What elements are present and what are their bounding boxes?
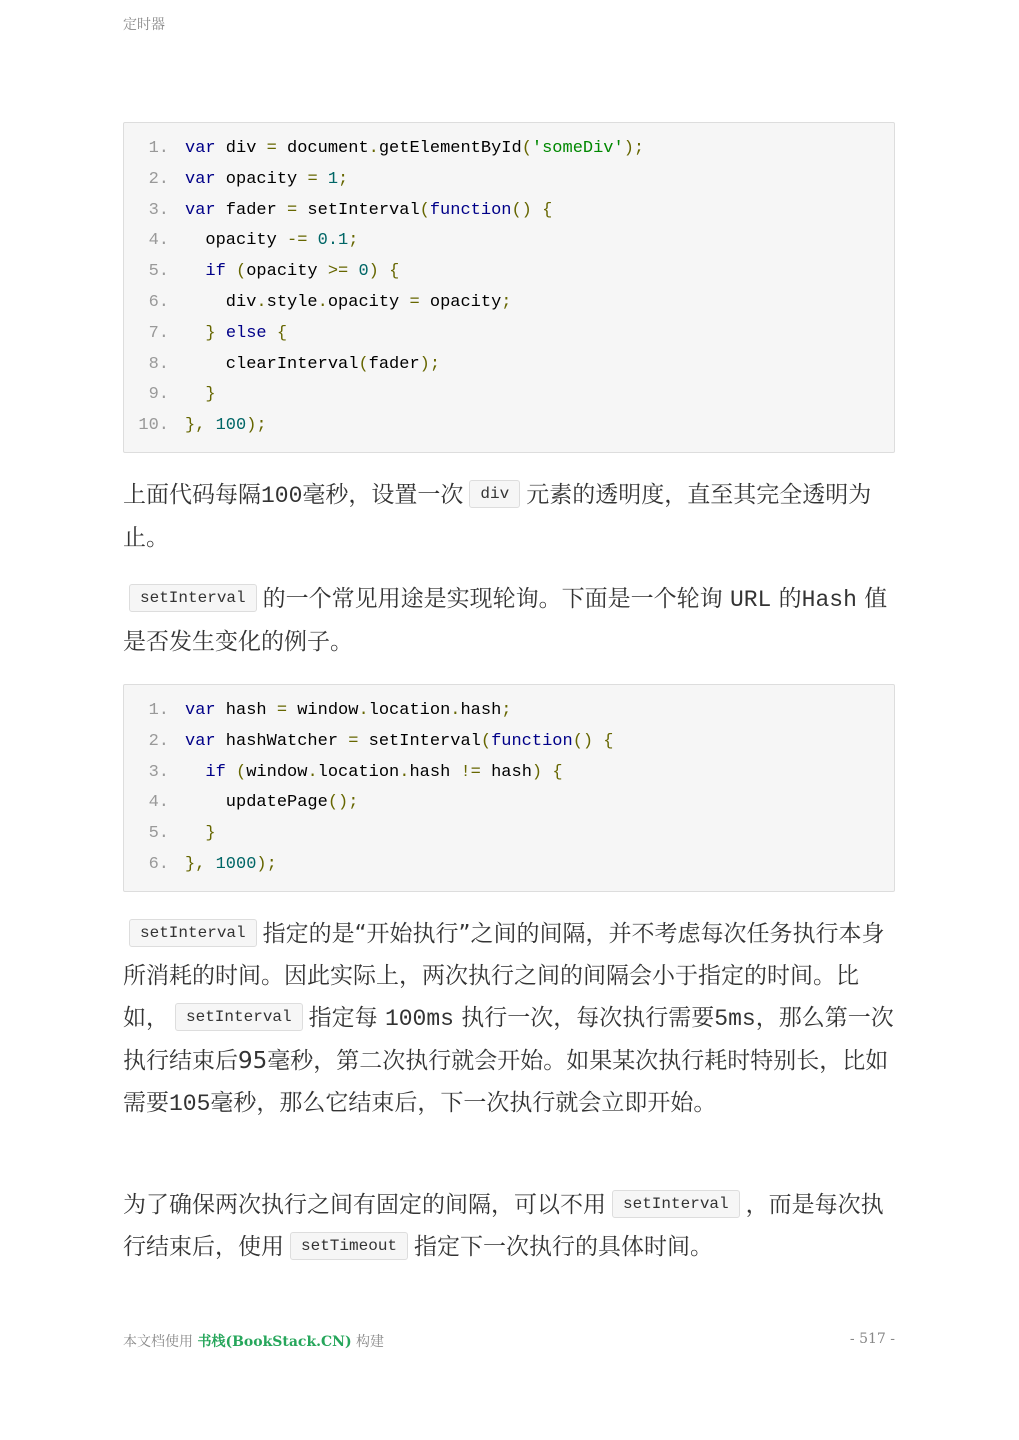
line-number: 7. <box>148 323 169 343</box>
inline-code: setTimeout <box>290 1232 408 1260</box>
line-number: 10. <box>138 416 169 436</box>
code-line: 2. var hashWatcher = setInterval(function() { <box>124 727 894 758</box>
running-header: 定时器 <box>123 17 165 33</box>
line-number: 3. <box>148 200 169 220</box>
line-number: 2. <box>148 731 169 751</box>
line-number: 9. <box>148 385 169 405</box>
code-line: 6. }, 1000); <box>124 850 894 881</box>
code-block-fader <box>123 122 895 453</box>
paragraph-opacity-explanation: 上面代码每隔100毫秒，设置一次 div 元素的透明度，直至其完全透明为止。 <box>123 474 895 559</box>
code-line: 1. var hash = window.location.hash; <box>124 696 894 727</box>
code-line: 5. } <box>124 819 894 850</box>
code-line: 2. var opacity = 1; <box>124 165 894 196</box>
page-number: - 517 - <box>849 1331 895 1347</box>
line-number: 8. <box>148 354 169 374</box>
inline-code: setInterval <box>175 1003 303 1031</box>
inline-code: div <box>469 480 520 508</box>
line-number: 3. <box>148 762 169 782</box>
code-line: 5. if (opacity >= 0) { <box>124 257 894 288</box>
bookstack-link[interactable]: 书栈(BookStack.CN) <box>197 1334 352 1350</box>
inline-code: setInterval <box>129 584 257 612</box>
code-line: 3. var fader = setInterval(function() { <box>124 196 894 227</box>
code-line: 7. } else { <box>124 319 894 350</box>
line-number: 1. <box>148 139 169 158</box>
line-number: 4. <box>148 793 169 813</box>
paragraph-polling-intro: setInterval 的一个常见用途是实现轮询。下面是一个轮询 URL 的Hash 值是否发生变化的例子。 <box>123 578 895 663</box>
line-number: 6. <box>148 292 169 312</box>
code-line: 1. var div = document.getElementById('someDiv'); <box>124 134 894 165</box>
line-number: 5. <box>148 262 169 282</box>
line-number: 1. <box>148 701 169 720</box>
line-number: 2. <box>148 169 169 189</box>
code-line: 8. clearInterval(fader); <box>124 350 894 381</box>
inline-code: setInterval <box>612 1190 740 1218</box>
code-line: 9. } <box>124 380 894 411</box>
line-number: 6. <box>148 854 169 874</box>
line-number: 4. <box>148 231 169 251</box>
line-number: 5. <box>148 824 169 844</box>
paragraph-interval-timing: setInterval 指定的是“开始执行”之间的间隔，并不考虑每次任务执行本身所消耗的时间。因此实际上，两次执行之间的间隔会小于指定的时间。比如， setInterval 指定每 100ms 执行一次，每次执行需要5ms，那么第一次执行结束后95毫秒，第二次执行就会开始。如果某次执行耗时特别长，比如需要105毫秒，那么它结束后，下一次执行就会立即开始。 <box>123 913 895 1125</box>
paragraph-settimeout-advice: 为了确保两次执行之间有固定的间隔，可以不用 setInterval ，而是每次执行结束后，使用 setTimeout 指定下一次执行的具体时间。 <box>123 1184 895 1268</box>
footer-credit: 本文档使用 书栈(BookStack.CN) 构建 <box>123 1334 385 1350</box>
code-block-hash-watcher <box>123 684 895 892</box>
code-line: 6. div.style.opacity = opacity; <box>124 288 894 319</box>
code-line: 10. }, 100); <box>124 411 894 442</box>
code-line: 4. updatePage(); <box>124 788 894 819</box>
code-line: 4. opacity -= 0.1; <box>124 226 894 257</box>
code-line: 3. if (window.location.hash != hash) { <box>124 758 894 789</box>
inline-code: setInterval <box>129 919 257 947</box>
